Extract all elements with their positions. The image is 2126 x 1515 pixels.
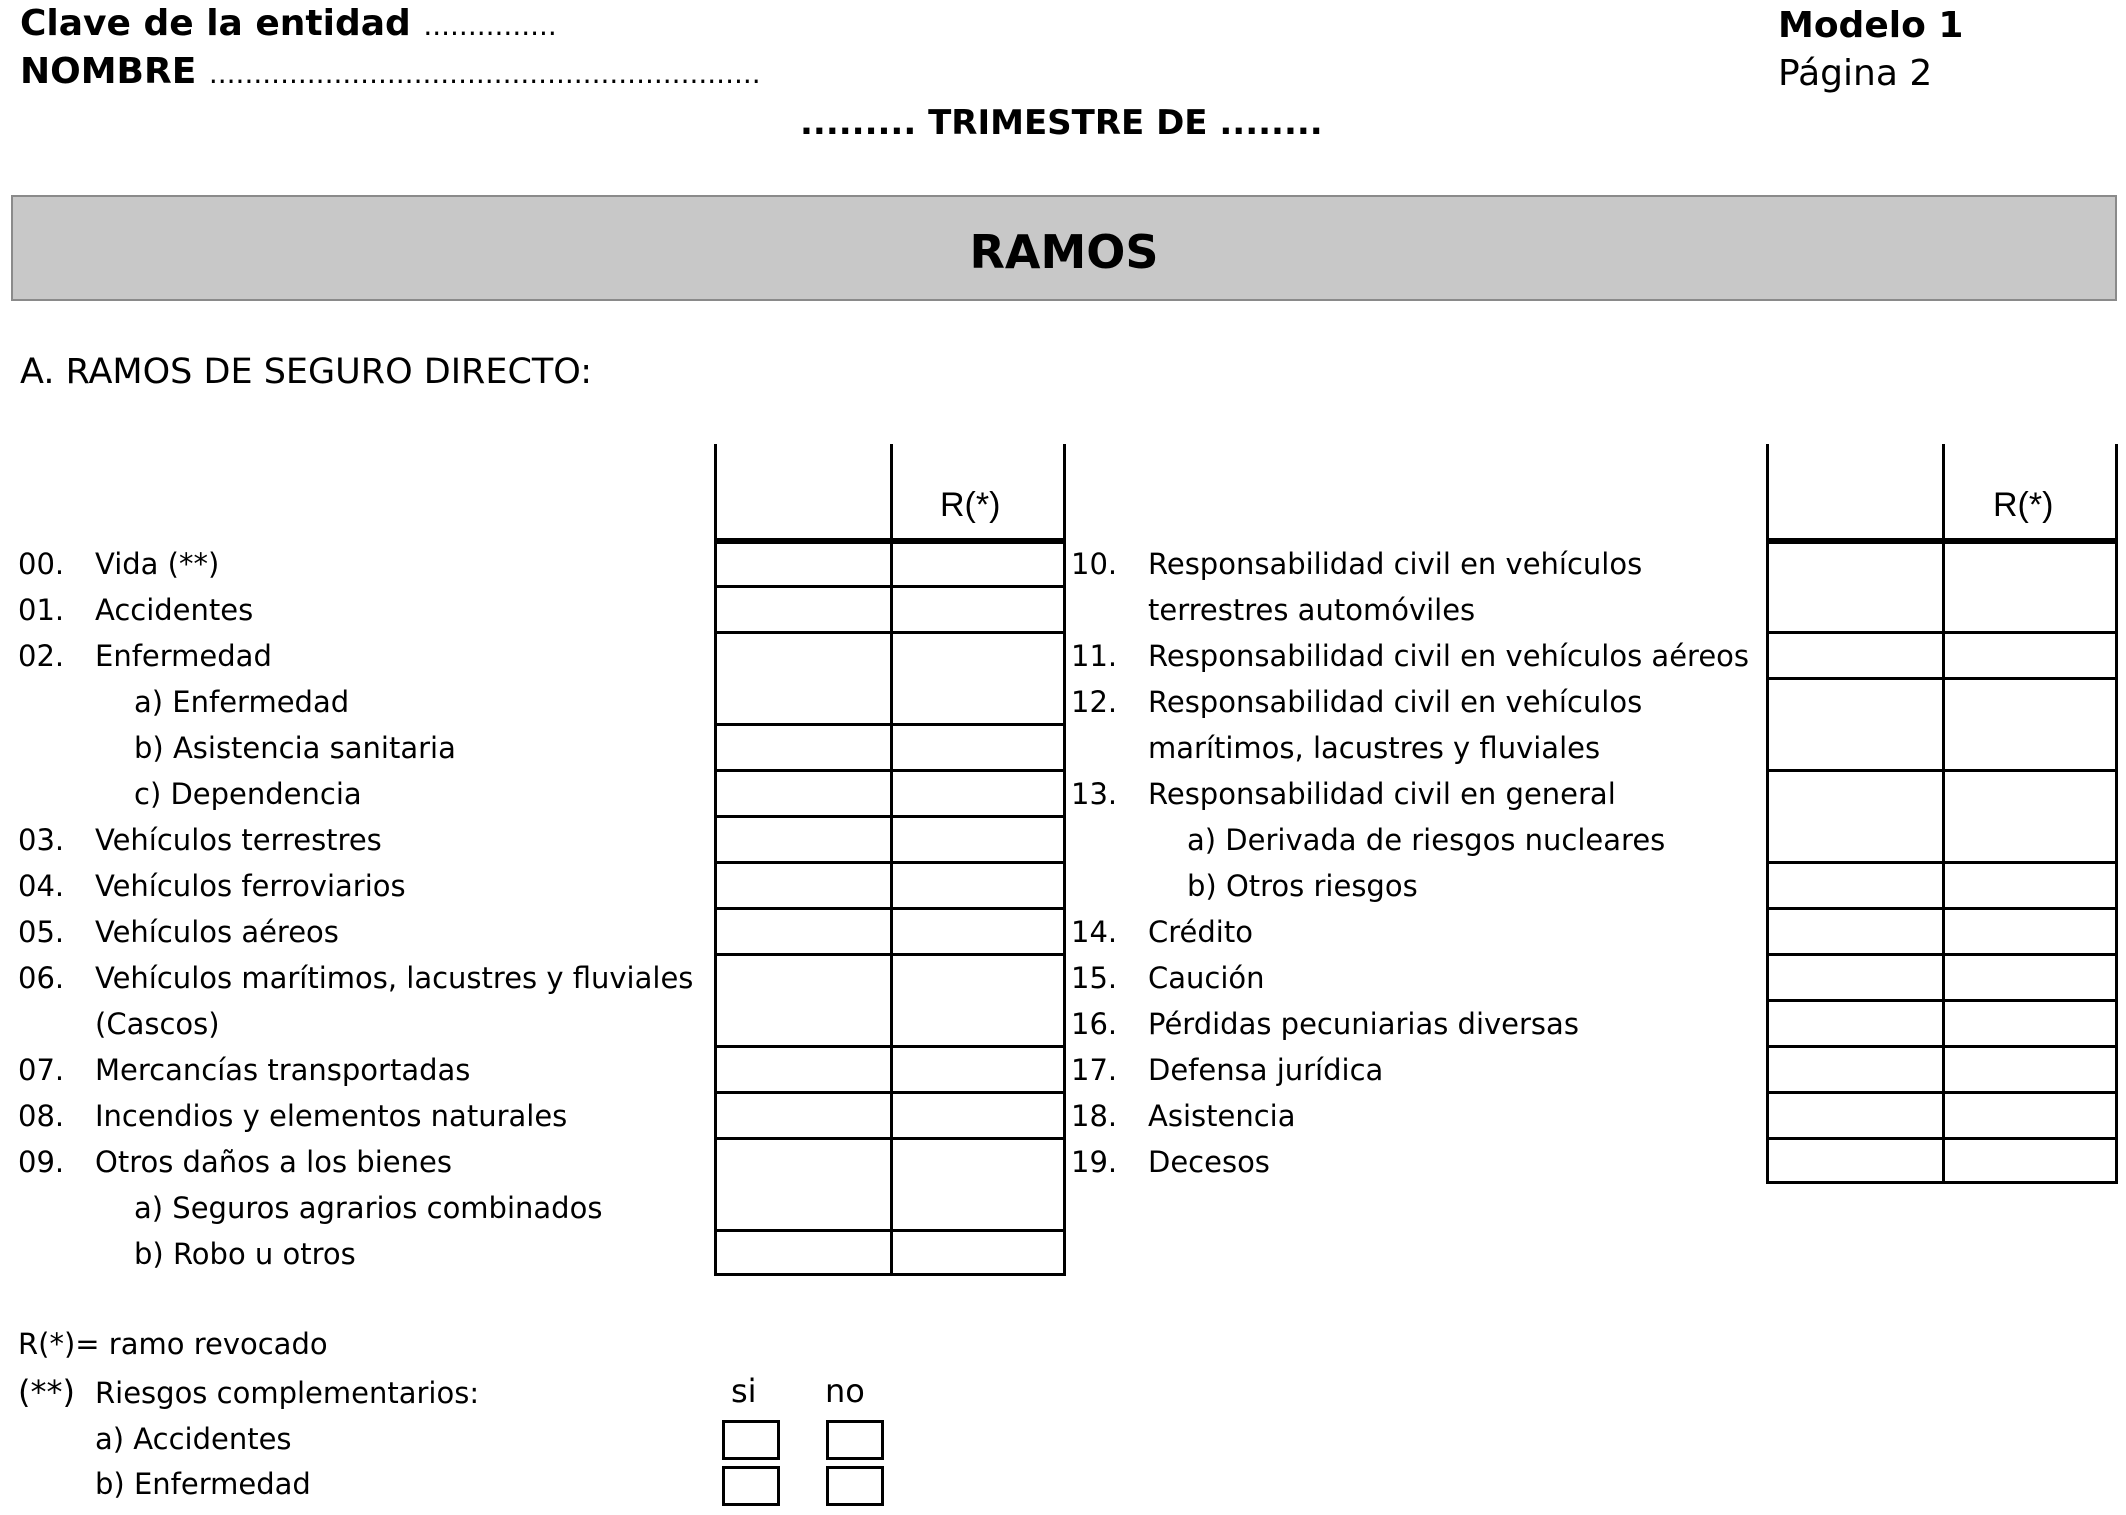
ramo-revocado-cell[interactable]: [1945, 634, 2115, 677]
ramo-revocado-cell[interactable]: [1945, 1094, 2115, 1137]
ramo-revocado-cell[interactable]: [893, 1048, 1063, 1091]
ramo-label: Vida (**): [95, 547, 220, 581]
sub-accidentes-label: a) Accidentes: [95, 1422, 292, 1456]
ramo-number: 09.: [18, 1145, 65, 1179]
ramo-label: Otros daños a los bienes: [95, 1145, 452, 1179]
ramo-revocado-cell[interactable]: [1945, 772, 2115, 861]
ramo-entry-cell[interactable]: [1772, 680, 1942, 769]
ramo-number: 15.: [1071, 961, 1118, 995]
ramos-banner: [11, 195, 2117, 301]
ramo-number: 12.: [1071, 685, 1118, 719]
ramo-entry-cell[interactable]: [1772, 910, 1942, 953]
section-title: A. RAMOS DE SEGURO DIRECTO:: [20, 352, 593, 392]
enfermedad-no-checkbox[interactable]: [826, 1466, 884, 1506]
ramo-number: 13.: [1071, 777, 1118, 811]
ramo-revocado-cell[interactable]: [893, 634, 1063, 723]
no-label: no: [825, 1372, 865, 1410]
ramo-revocado-cell[interactable]: [893, 910, 1063, 953]
ramo-label: Crédito: [1148, 915, 1253, 949]
ramo-number: 17.: [1071, 1053, 1118, 1087]
ramo-entry-cell[interactable]: [720, 588, 890, 631]
ramo-label: Responsabilidad civil en vehículos: [1148, 547, 1643, 581]
ramo-revocado-cell[interactable]: [1945, 680, 2115, 769]
ramo-entry-cell[interactable]: [1772, 956, 1942, 999]
right-r-header: R(*): [1993, 486, 2054, 524]
ramo-label: terrestres automóviles: [1148, 593, 1476, 627]
sub-enfermedad-label: b) Enfermedad: [95, 1467, 311, 1501]
ramo-label: Caución: [1148, 961, 1265, 995]
ramo-label: Asistencia: [1148, 1099, 1296, 1133]
ramo-entry-cell[interactable]: [720, 726, 890, 769]
ramo-number: 05.: [18, 915, 65, 949]
ramo-label: Responsabilidad civil en vehículos aéreos: [1148, 639, 1750, 673]
ramo-label: Pérdidas pecuniarias diversas: [1148, 1007, 1579, 1041]
accidentes-no-checkbox[interactable]: [826, 1420, 884, 1460]
ramo-number: 19.: [1071, 1145, 1118, 1179]
ramo-entry-cell[interactable]: [1772, 772, 1942, 861]
pagina-label: Página 2: [1778, 53, 1933, 94]
ramo-entry-cell[interactable]: [720, 864, 890, 907]
ramo-label: Vehículos terrestres: [95, 823, 382, 857]
ramo-subitem-label: b) Asistencia sanitaria: [134, 731, 456, 765]
ramo-entry-cell[interactable]: [720, 634, 890, 723]
accidentes-si-checkbox[interactable]: [722, 1420, 780, 1460]
ramo-label: Vehículos marítimos, lacustres y fluviales: [95, 961, 694, 995]
ramo-label: Responsabilidad civil en general: [1148, 777, 1616, 811]
nombre-dots: ..............................................................: [208, 57, 761, 90]
grid-row-line: [717, 1273, 1063, 1276]
ramo-entry-cell[interactable]: [1772, 1048, 1942, 1091]
ramo-label: Mercancías transportadas: [95, 1053, 471, 1087]
ramo-entry-cell[interactable]: [720, 956, 890, 1045]
enfermedad-si-checkbox[interactable]: [722, 1466, 780, 1506]
ramo-number: 01.: [18, 593, 65, 627]
ramo-number: 18.: [1071, 1099, 1118, 1133]
ramo-label: Decesos: [1148, 1145, 1270, 1179]
ramo-entry-cell[interactable]: [720, 772, 890, 815]
ramo-number: 14.: [1071, 915, 1118, 949]
ramo-entry-cell[interactable]: [1772, 1140, 1942, 1181]
ramo-revocado-cell[interactable]: [1945, 910, 2115, 953]
ramo-revocado-cell[interactable]: [893, 818, 1063, 861]
double-star-mark: (**): [18, 1373, 75, 1411]
ramo-number: 03.: [18, 823, 65, 857]
ramo-entry-cell[interactable]: [1772, 634, 1942, 677]
ramo-revocado-cell[interactable]: [1945, 956, 2115, 999]
ramo-label: Defensa jurídica: [1148, 1053, 1384, 1087]
ramo-entry-cell[interactable]: [720, 1094, 890, 1137]
banner-title: RAMOS: [969, 225, 1159, 279]
grid-row-line: [1769, 1181, 2115, 1184]
ramo-entry-cell[interactable]: [720, 543, 890, 585]
ramo-revocado-cell[interactable]: [893, 956, 1063, 1045]
ramo-label: Responsabilidad civil en vehículos: [1148, 685, 1643, 719]
ramo-revocado-cell[interactable]: [1945, 864, 2115, 907]
ramo-revocado-cell[interactable]: [893, 772, 1063, 815]
ramo-label: Vehículos ferroviarios: [95, 869, 406, 903]
ramo-revocado-cell[interactable]: [1945, 1002, 2115, 1045]
ramo-number: 04.: [18, 869, 65, 903]
ramo-number: 16.: [1071, 1007, 1118, 1041]
ramo-revocado-cell[interactable]: [893, 1094, 1063, 1137]
left-r-header: R(*): [940, 486, 1001, 524]
ramo-label: Vehículos aéreos: [95, 915, 339, 949]
ramo-entry-cell[interactable]: [720, 1232, 890, 1273]
ramo-revocado-cell[interactable]: [1945, 543, 2115, 631]
ramo-subitem-label: c) Dependencia: [134, 777, 362, 811]
clave-dots: ...............: [423, 9, 557, 42]
r-revocado-note: R(*)= ramo revocado: [18, 1327, 328, 1361]
modelo-label: Modelo 1: [1778, 5, 1964, 46]
ramo-subitem-label: a) Enfermedad: [134, 685, 350, 719]
ramo-subitem-label: b) Otros riesgos: [1187, 869, 1418, 903]
ramo-label: Accidentes: [95, 593, 254, 627]
clave-label: Clave de la entidad ...............: [20, 3, 557, 44]
ramo-entry-cell[interactable]: [1772, 864, 1942, 907]
ramo-entry-cell[interactable]: [720, 1140, 890, 1229]
ramo-subitem-label: a) Derivada de riesgos nucleares: [1187, 823, 1666, 857]
ramo-revocado-cell[interactable]: [1945, 1140, 2115, 1181]
ramo-entry-cell[interactable]: [1772, 1002, 1942, 1045]
ramo-number: 11.: [1071, 639, 1118, 673]
ramo-subitem-label: a) Seguros agrarios combinados: [134, 1191, 603, 1225]
ramo-revocado-cell[interactable]: [893, 1232, 1063, 1273]
trimestre-line: ......... TRIMESTRE DE ........: [800, 103, 1323, 143]
ramo-revocado-cell[interactable]: [893, 1140, 1063, 1229]
ramo-number: 06.: [18, 961, 65, 995]
ramo-revocado-cell[interactable]: [893, 543, 1063, 585]
ramo-label: (Cascos): [95, 1007, 220, 1041]
ramo-revocado-cell[interactable]: [1945, 1048, 2115, 1091]
ramo-number: 10.: [1071, 547, 1118, 581]
left-ramos-grid: [714, 444, 1066, 1276]
ramo-number: 02.: [18, 639, 65, 673]
ramo-number: 07.: [18, 1053, 65, 1087]
ramo-label: Incendios y elementos naturales: [95, 1099, 568, 1133]
nombre-label: NOMBRE ..............................................................: [20, 51, 761, 92]
ramo-entry-cell[interactable]: [720, 1048, 890, 1091]
ramo-subitem-label: b) Robo u otros: [134, 1237, 356, 1271]
ramo-revocado-cell[interactable]: [893, 864, 1063, 907]
ramo-revocado-cell[interactable]: [893, 588, 1063, 631]
right-ramos-grid: [1766, 444, 2118, 1184]
ramo-number: 08.: [18, 1099, 65, 1133]
ramo-entry-cell[interactable]: [720, 818, 890, 861]
ramo-label: marítimos, lacustres y fluviales: [1148, 731, 1601, 765]
ramo-label: Enfermedad: [95, 639, 272, 673]
ramo-revocado-cell[interactable]: [893, 726, 1063, 769]
ramo-entry-cell[interactable]: [1772, 1094, 1942, 1137]
ramo-entry-cell[interactable]: [1772, 543, 1942, 631]
riesgos-complementarios-label: Riesgos complementarios:: [95, 1376, 480, 1410]
si-label: si: [731, 1372, 757, 1410]
ramo-entry-cell[interactable]: [720, 910, 890, 953]
ramo-number: 00.: [18, 547, 65, 581]
